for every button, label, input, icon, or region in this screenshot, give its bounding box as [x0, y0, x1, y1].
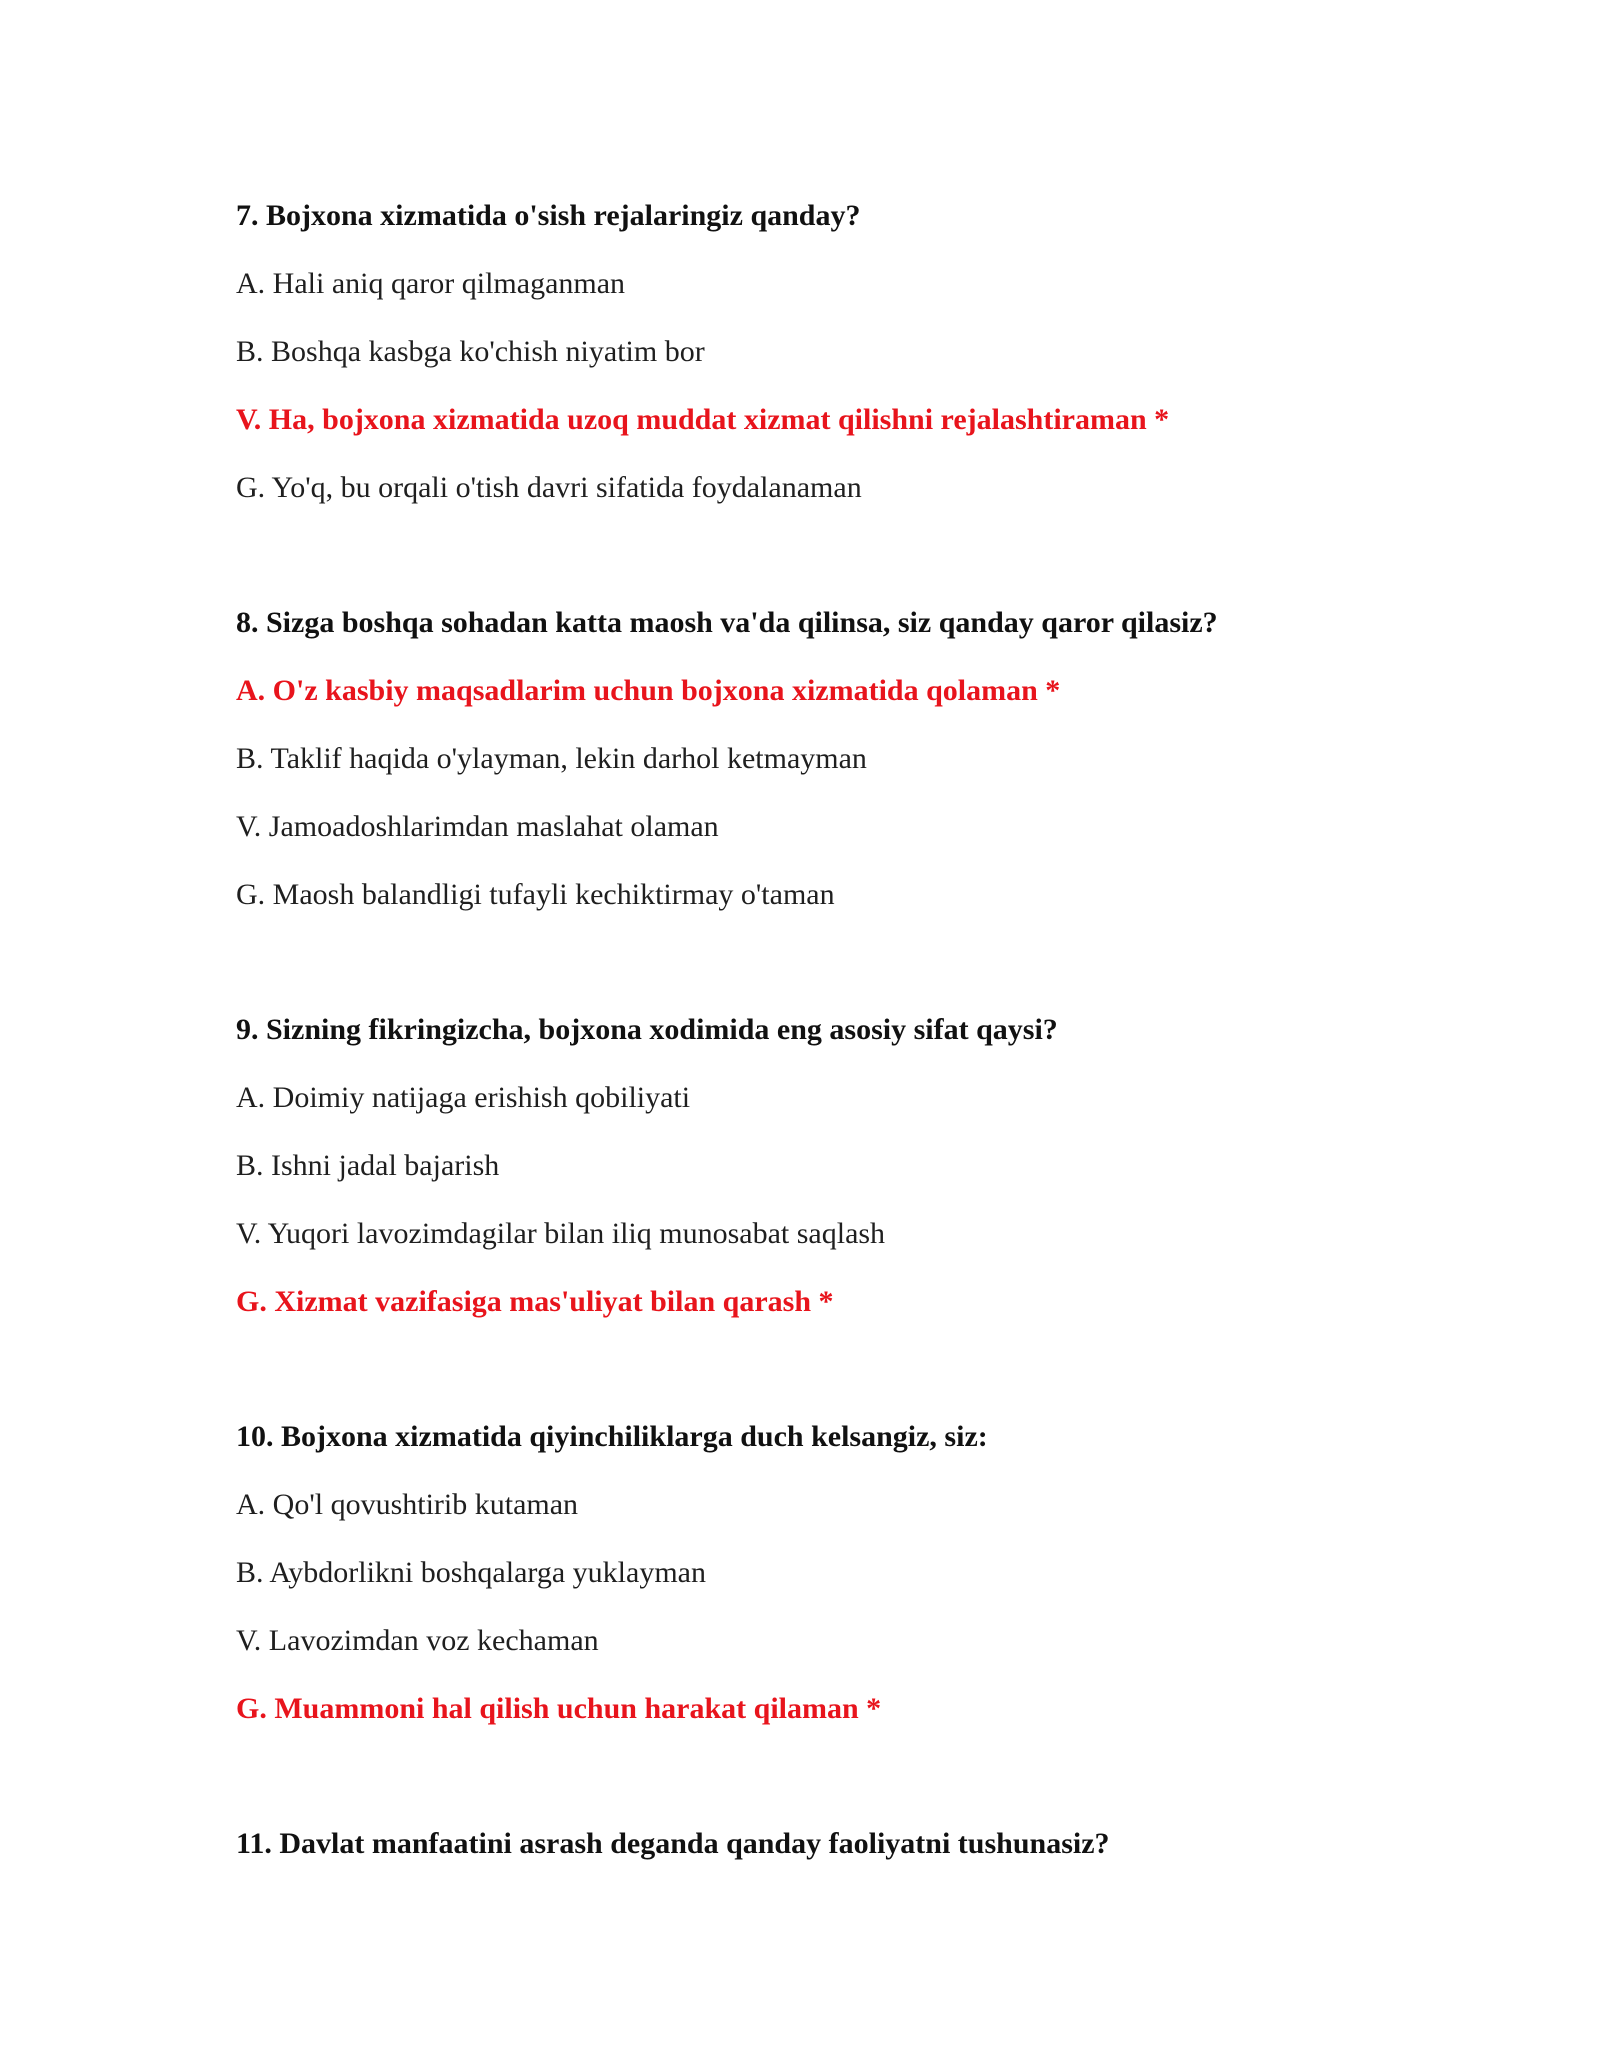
answer-option: A. Doimiy natijaga erishish qobiliyati: [236, 1081, 691, 1114]
answer-option: G. Yo'q, bu orqali o'tish davri sifatida foydalanaman: [236, 471, 862, 504]
correct-answer-option: V. Ha, bojxona xizmatida uzoq muddat xizmat qilishni rejalashtiraman *: [236, 403, 1170, 436]
question-title: 8. Sizga boshqa sohadan katta maosh va'da qilinsa, siz qanday qaror qilasiz?: [236, 606, 1218, 639]
answer-option: A. Qo'l qovushtirib kutaman: [236, 1488, 579, 1521]
spacer: [236, 1336, 1436, 1403]
question-title: 9. Sizning fikringizcha, bojxona xodimida eng asosiy sifat qaysi?: [236, 1013, 1058, 1046]
answer-option: B. Ishni jadal bajarish: [236, 1149, 500, 1182]
answer-option: V. Jamoadoshlarimdan maslahat olaman: [236, 810, 719, 843]
answer-option: B. Boshqa kasbga ko'chish niyatim bor: [236, 335, 705, 368]
answer-option: G. Maosh balandligi tufayli kechiktirmay o'taman: [236, 878, 835, 911]
question-11: [236, 1810, 1436, 1878]
spacer: [236, 929, 1436, 996]
question-10: [236, 1403, 1436, 1743]
correct-answer-option: G. Muammoni hal qilish uchun harakat qilaman *: [236, 1692, 882, 1725]
question-title: 11. Davlat manfaatini asrash deganda qanday faoliyatni tushunasiz?: [236, 1827, 1110, 1860]
answer-option: V. Yuqori lavozimdagilar bilan iliq munosabat saqlash: [236, 1217, 886, 1250]
question-8: [236, 589, 1436, 929]
question-9: [236, 996, 1436, 1336]
answer-option: V. Lavozimdan voz kechaman: [236, 1624, 599, 1657]
question-title: 10. Bojxona xizmatida qiyinchiliklarga duch kelsangiz, siz:: [236, 1420, 988, 1453]
answer-option: A. Hali aniq qaror qilmaganman: [236, 267, 626, 300]
answer-option: B. Taklif haqida o'ylayman, lekin darhol ketmayman: [236, 742, 867, 775]
document-page: [236, 182, 1436, 1878]
question-title: 7. Bojxona xizmatida o'sish rejalaringiz qanday?: [236, 199, 861, 232]
answer-option: B. Aybdorlikni boshqalarga yuklayman: [236, 1556, 706, 1589]
correct-answer-option: G. Xizmat vazifasiga mas'uliyat bilan qarash *: [236, 1285, 834, 1318]
question-7: [236, 182, 1436, 522]
correct-answer-option: A. O'z kasbiy maqsadlarim uchun bojxona xizmatida qolaman *: [236, 674, 1061, 707]
spacer: [236, 1743, 1436, 1810]
spacer: [236, 522, 1436, 589]
